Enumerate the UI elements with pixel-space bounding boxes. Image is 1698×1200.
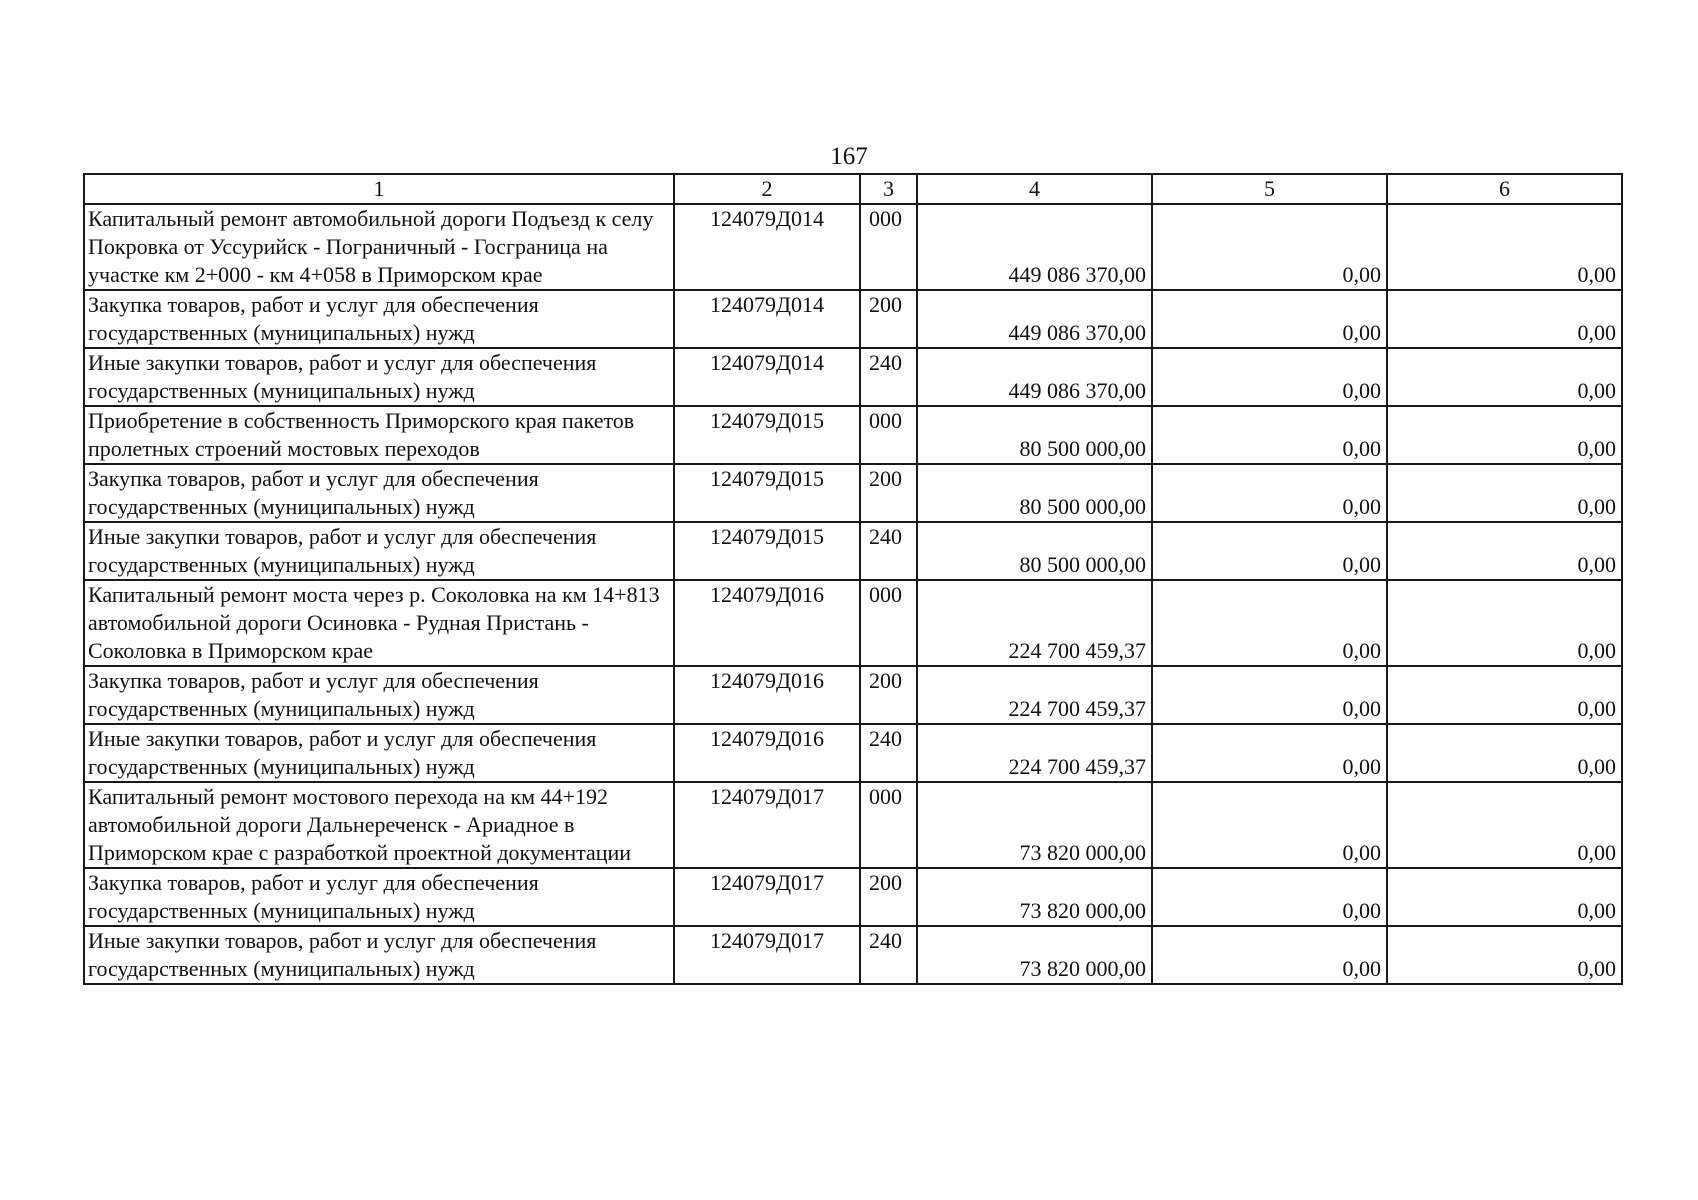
- row-expense-type: 000: [860, 204, 917, 290]
- column-header: 4: [917, 174, 1152, 204]
- row-description: Капитальный ремонт моста через р. Соколовка на км 14+813 автомобильной дороги Осиновка - Рудная Пристань - Соколовка в Приморском крае: [84, 580, 674, 666]
- row-description: Закупка товаров, работ и услуг для обеспечения государственных (муниципальных) нужд: [84, 868, 674, 926]
- table-body: [84, 204, 1622, 984]
- column-header: 5: [1152, 174, 1387, 204]
- row-amount-col5: 0,00: [1152, 406, 1387, 464]
- table-row: [84, 666, 1622, 724]
- row-target-code: 124079Д014: [674, 204, 860, 290]
- row-expense-type: 200: [860, 290, 917, 348]
- row-description: Закупка товаров, работ и услуг для обеспечения государственных (муниципальных) нужд: [84, 666, 674, 724]
- row-amount-col4: 80 500 000,00: [917, 464, 1152, 522]
- table-row: [84, 724, 1622, 782]
- row-target-code: 124079Д015: [674, 522, 860, 580]
- column-header: 1: [84, 174, 674, 204]
- row-expense-type: 240: [860, 348, 917, 406]
- row-amount-col5: 0,00: [1152, 348, 1387, 406]
- table-row: [84, 926, 1622, 984]
- row-target-code: 124079Д015: [674, 406, 860, 464]
- row-amount-col6: 0,00: [1387, 868, 1622, 926]
- table-row: [84, 290, 1622, 348]
- row-amount-col6: 0,00: [1387, 464, 1622, 522]
- row-description: Капитальный ремонт мостового перехода на км 44+192 автомобильной дороги Дальнереченск - Ариадное в Приморском крае с разработкой проектной документации: [84, 782, 674, 868]
- row-description: Иные закупки товаров, работ и услуг для обеспечения государственных (муниципальных) нужд: [84, 348, 674, 406]
- row-amount-col5: 0,00: [1152, 290, 1387, 348]
- row-amount-col6: 0,00: [1387, 782, 1622, 868]
- table-row: [84, 464, 1622, 522]
- row-expense-type: 240: [860, 724, 917, 782]
- row-amount-col4: 224 700 459,37: [917, 580, 1152, 666]
- page-number: 167: [830, 143, 868, 170]
- row-target-code: 124079Д015: [674, 464, 860, 522]
- row-description: Иные закупки товаров, работ и услуг для обеспечения государственных (муниципальных) нужд: [84, 724, 674, 782]
- row-amount-col4: 449 086 370,00: [917, 348, 1152, 406]
- row-amount-col6: 0,00: [1387, 204, 1622, 290]
- row-description: Закупка товаров, работ и услуг для обеспечения государственных (муниципальных) нужд: [84, 290, 674, 348]
- row-amount-col4: 73 820 000,00: [917, 926, 1152, 984]
- row-amount-col5: 0,00: [1152, 204, 1387, 290]
- column-header: 6: [1387, 174, 1622, 204]
- table-row: [84, 782, 1622, 868]
- row-amount-col6: 0,00: [1387, 580, 1622, 666]
- row-description: Капитальный ремонт автомобильной дороги Подъезд к селу Покровка от Уссурийск - Пограничный - Госграница на участке км 2+000 - км 4+058 в Приморском крае: [84, 204, 674, 290]
- row-target-code: 124079Д016: [674, 666, 860, 724]
- row-target-code: 124079Д017: [674, 782, 860, 868]
- row-amount-col6: 0,00: [1387, 406, 1622, 464]
- row-amount-col4: 80 500 000,00: [917, 406, 1152, 464]
- row-amount-col4: 80 500 000,00: [917, 522, 1152, 580]
- row-description: Иные закупки товаров, работ и услуг для обеспечения государственных (муниципальных) нужд: [84, 522, 674, 580]
- column-header: 2: [674, 174, 860, 204]
- row-amount-col5: 0,00: [1152, 522, 1387, 580]
- table-row: [84, 204, 1622, 290]
- row-amount-col6: 0,00: [1387, 666, 1622, 724]
- row-amount-col6: 0,00: [1387, 724, 1622, 782]
- row-target-code: 124079Д016: [674, 724, 860, 782]
- row-expense-type: 200: [860, 464, 917, 522]
- row-expense-type: 200: [860, 868, 917, 926]
- table-row: [84, 348, 1622, 406]
- table-row: [84, 522, 1622, 580]
- row-expense-type: 000: [860, 782, 917, 868]
- row-expense-type: 000: [860, 580, 917, 666]
- row-target-code: 124079Д017: [674, 868, 860, 926]
- column-header: 3: [860, 174, 917, 204]
- table-row: [84, 580, 1622, 666]
- row-amount-col6: 0,00: [1387, 926, 1622, 984]
- row-expense-type: 200: [860, 666, 917, 724]
- row-target-code: 124079Д014: [674, 348, 860, 406]
- row-amount-col6: 0,00: [1387, 522, 1622, 580]
- table-header-row: [84, 174, 1622, 204]
- row-amount-col4: 73 820 000,00: [917, 868, 1152, 926]
- budget-table: [83, 173, 1623, 985]
- row-amount-col4: 449 086 370,00: [917, 290, 1152, 348]
- row-amount-col5: 0,00: [1152, 724, 1387, 782]
- row-target-code: 124079Д014: [674, 290, 860, 348]
- table-row: [84, 868, 1622, 926]
- row-amount-col5: 0,00: [1152, 464, 1387, 522]
- row-description: Закупка товаров, работ и услуг для обеспечения государственных (муниципальных) нужд: [84, 464, 674, 522]
- row-amount-col6: 0,00: [1387, 348, 1622, 406]
- row-amount-col5: 0,00: [1152, 580, 1387, 666]
- row-expense-type: 240: [860, 522, 917, 580]
- row-amount-col5: 0,00: [1152, 666, 1387, 724]
- row-amount-col5: 0,00: [1152, 782, 1387, 868]
- row-target-code: 124079Д017: [674, 926, 860, 984]
- row-description: Иные закупки товаров, работ и услуг для обеспечения государственных (муниципальных) нужд: [84, 926, 674, 984]
- row-amount-col4: 224 700 459,37: [917, 666, 1152, 724]
- table-row: [84, 406, 1622, 464]
- row-expense-type: 240: [860, 926, 917, 984]
- row-description: Приобретение в собственность Приморского края пакетов пролетных строений мостовых переходов: [84, 406, 674, 464]
- row-amount-col4: 224 700 459,37: [917, 724, 1152, 782]
- row-target-code: 124079Д016: [674, 580, 860, 666]
- row-amount-col6: 0,00: [1387, 290, 1622, 348]
- row-expense-type: 000: [860, 406, 917, 464]
- row-amount-col4: 73 820 000,00: [917, 782, 1152, 868]
- row-amount-col5: 0,00: [1152, 868, 1387, 926]
- row-amount-col5: 0,00: [1152, 926, 1387, 984]
- row-amount-col4: 449 086 370,00: [917, 204, 1152, 290]
